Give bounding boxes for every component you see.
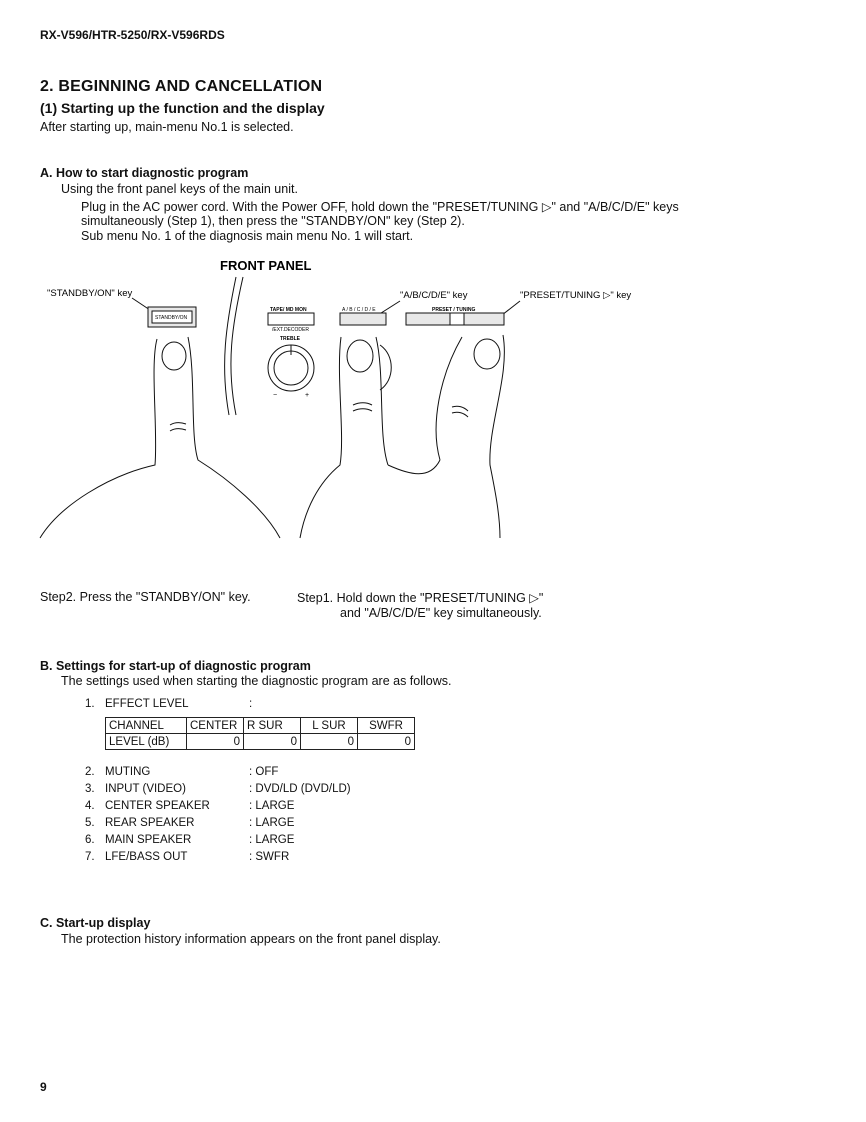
list-item-num: 4.: [85, 800, 95, 812]
list-item-value: : SWFR: [249, 851, 290, 863]
table-cell: LEVEL (dB): [106, 734, 187, 750]
part-b-heading: B. Settings for start-up of diagnostic program: [40, 659, 311, 673]
table-cell: 0: [358, 734, 415, 750]
lbl-treble: TREBLE: [280, 336, 300, 342]
list-item-num: 7.: [85, 851, 95, 863]
section-title: 2. BEGINNING AND CANCELLATION: [40, 78, 323, 95]
effect-colon: :: [249, 698, 253, 710]
table-row: [106, 734, 415, 750]
lbl-ext: /EXT.DECODER: [272, 327, 309, 333]
list-item-value: : LARGE: [249, 817, 295, 829]
table-header-cell: L SUR: [301, 718, 358, 734]
list-item-label: INPUT (VIDEO): [105, 783, 186, 795]
list-item-label: MAIN SPEAKER: [105, 834, 192, 846]
list-item-num: 2.: [85, 766, 95, 778]
part-a-line2: Plug in the AC power cord. With the Power OFF, hold down the "PRESET/TUNING ▷" and "A/B/C/D/E" keys: [81, 200, 679, 214]
table-cell: 0: [187, 734, 244, 750]
part-a-line3: simultaneously (Step 1), then press the "STANDBY/ON" key (Step 2).: [81, 214, 465, 228]
list-item-value: : LARGE: [249, 834, 295, 846]
list-item-label: REAR SPEAKER: [105, 817, 195, 829]
btn-standby-label: STANDBY/ON: [155, 315, 188, 321]
list-item-num: 6.: [85, 834, 95, 846]
part-c-heading: C. Start-up display: [40, 916, 151, 930]
step2-text: Step2. Press the "STANDBY/ON" key.: [40, 590, 251, 604]
figure-title: FRONT PANEL: [220, 258, 312, 273]
effect-num: 1.: [85, 698, 95, 710]
lbl-tape: TAPE/ MD MON: [270, 307, 307, 313]
front-panel-figure: [0, 255, 866, 555]
section-subtitle: (1) Starting up the function and the display: [40, 100, 325, 116]
section-intro: After starting up, main-menu No.1 is selected.: [40, 120, 294, 134]
effect-label: EFFECT LEVEL: [105, 698, 189, 710]
table-cell: 0: [301, 734, 358, 750]
lbl-minus: −: [273, 392, 278, 399]
step1-line2: and "A/B/C/D/E" key simultaneously.: [340, 606, 542, 620]
list-item-num: 5.: [85, 817, 95, 829]
lbl-preset: PRESET / TUNING: [432, 307, 476, 313]
list-item-num: 3.: [85, 783, 95, 795]
part-c-line1: The protection history information appears on the front panel display.: [61, 932, 441, 946]
table-header-cell: CHANNEL: [106, 718, 187, 734]
list-item-value: : OFF: [249, 766, 279, 778]
table-header-row: [106, 718, 415, 734]
part-a-line1: Using the front panel keys of the main unit.: [61, 182, 298, 196]
table-header-cell: CENTER: [187, 718, 244, 734]
list-item-label: LFE/BASS OUT: [105, 851, 188, 863]
step1-line1: Step1. Hold down the "PRESET/TUNING ▷": [297, 591, 544, 605]
list-item-value: : DVD/LD (DVD/LD): [249, 783, 351, 795]
lbl-abcde: A / B / C / D / E: [342, 307, 376, 313]
table-header-cell: R SUR: [244, 718, 301, 734]
page-number: 9: [40, 1080, 47, 1094]
effect-level-table: [105, 717, 415, 750]
list-item-label: CENTER SPEAKER: [105, 800, 210, 812]
table-cell: 0: [244, 734, 301, 750]
callout-standby: "STANDBY/ON" key: [47, 288, 133, 299]
model-header: RX-V596/HTR-5250/RX-V596RDS: [40, 28, 225, 42]
callout-abcde: "A/B/C/D/E" key: [400, 290, 468, 301]
table-header-cell: SWFR: [358, 718, 415, 734]
list-item-value: : LARGE: [249, 800, 295, 812]
list-item-label: MUTING: [105, 766, 151, 778]
part-a-line4: Sub menu No. 1 of the diagnosis main menu No. 1 will start.: [81, 229, 414, 243]
part-b-line1: The settings used when starting the diagnostic program are as follows.: [61, 674, 452, 688]
lbl-plus: +: [305, 392, 310, 399]
part-a-heading: A. How to start diagnostic program: [40, 166, 249, 180]
callout-preset: "PRESET/TUNING ▷" key: [520, 290, 632, 301]
